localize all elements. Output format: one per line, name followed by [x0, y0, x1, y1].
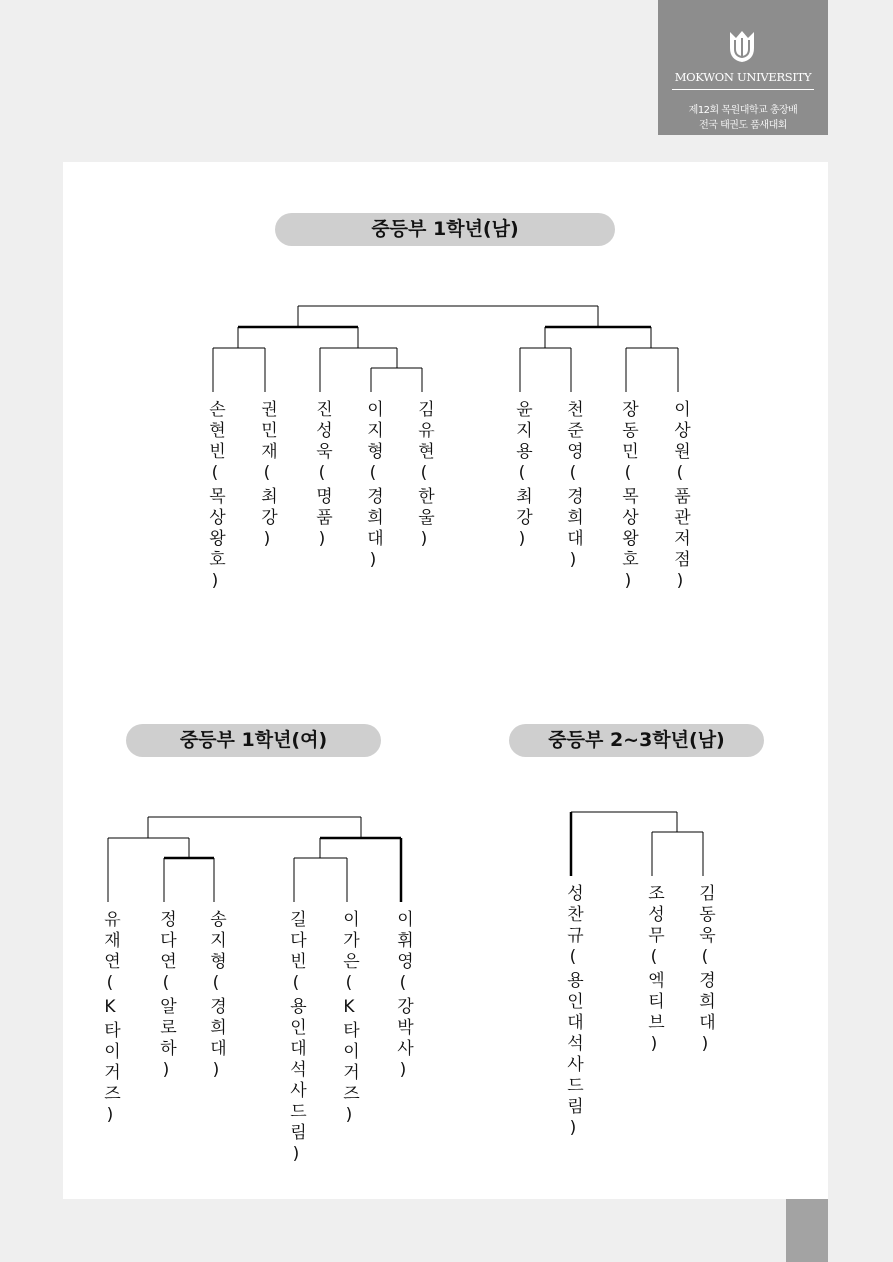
player-3-1: 성찬규(용인대석사드림)	[563, 884, 583, 1142]
bracket-title-middle-2-3-male: 중등부 2~3학년(남)	[509, 724, 764, 757]
player-2-6: 이휘영(강박사)	[393, 910, 413, 1084]
player-1-7: 천준영(경희대)	[563, 400, 583, 574]
bracket-title-middle-1-male: 중등부 1학년(남)	[275, 213, 615, 246]
bracket-1-lines	[213, 306, 678, 392]
bracket-title-middle-1-female: 중등부 1학년(여)	[126, 724, 381, 757]
player-1-3: 진성욱(명품)	[312, 400, 332, 553]
university-name: MOKWON UNIVERSITY	[674, 70, 812, 84]
bracket-3-lines	[571, 812, 703, 876]
event-title-line-1: 제12회 목원대학교 총장배	[688, 105, 798, 116]
player-1-5: 김유현(한울)	[414, 400, 434, 553]
player-3-2: 조성무(엑티브)	[644, 884, 664, 1058]
player-1-2: 권민재(최강)	[257, 400, 277, 553]
player-3-3: 김동욱(경희대)	[695, 884, 715, 1058]
player-2-3: 송지형(경희대)	[206, 910, 226, 1084]
player-2-2: 정다연(알로하)	[156, 910, 176, 1084]
page-corner-tab	[786, 1199, 828, 1262]
player-1-6: 윤지용(최강)	[512, 400, 532, 553]
player-1-8: 장동민(목상왕호)	[618, 400, 638, 595]
player-2-1: 유재연(K타이거즈)	[100, 910, 120, 1129]
player-2-4: 길다빈(용인대석사드림)	[286, 910, 306, 1168]
player-1-9: 이상원(품관저점)	[670, 400, 690, 595]
player-1-1: 손현빈(목상왕호)	[205, 400, 225, 595]
event-title-line-2: 전국 태권도 품새대회	[699, 120, 787, 131]
bracket-2-lines	[108, 817, 401, 902]
player-2-5: 이가은(K타이거즈)	[339, 910, 359, 1129]
player-1-4: 이지형(경희대)	[363, 400, 383, 574]
